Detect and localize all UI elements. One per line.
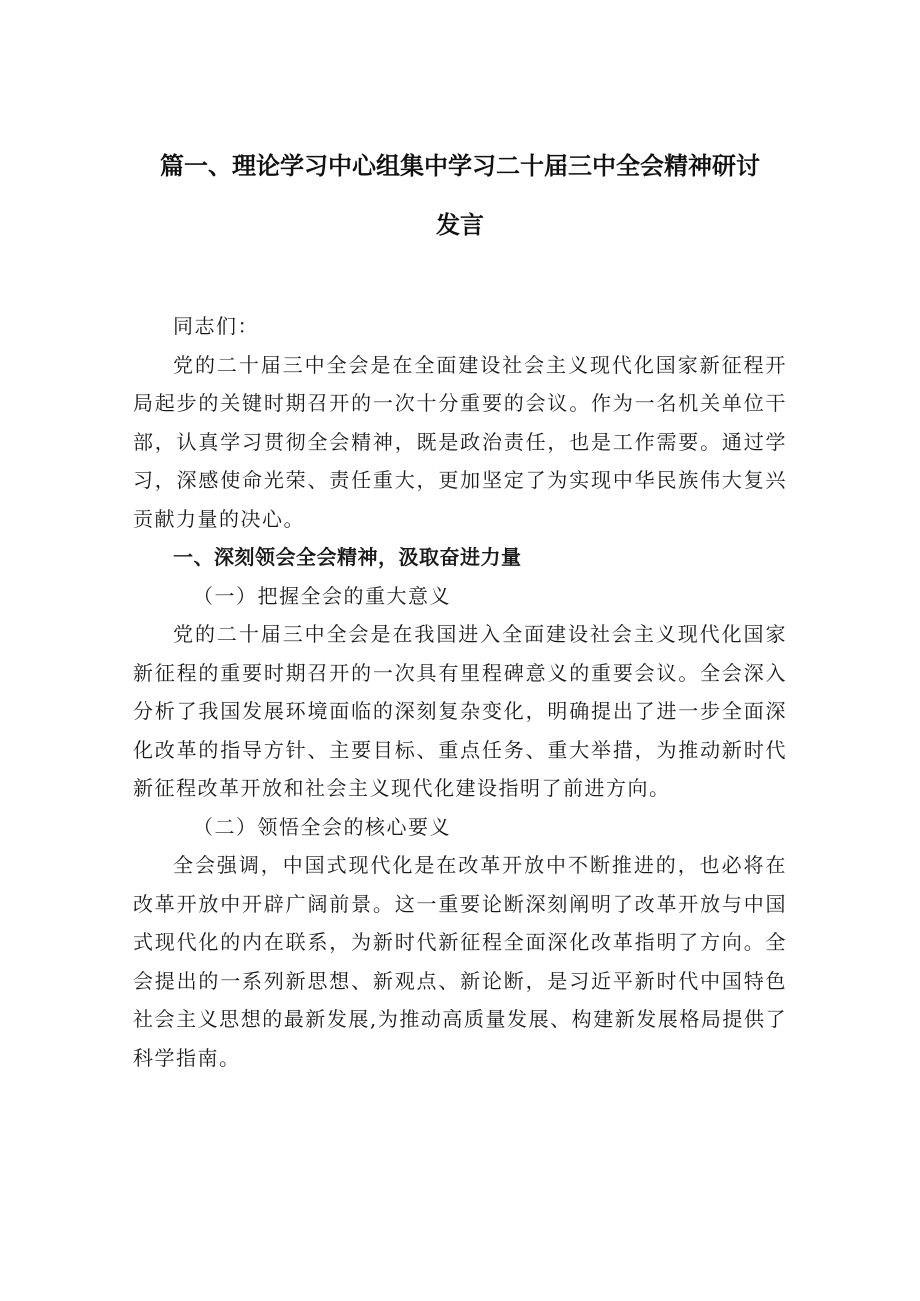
subsection2-paragraph: 全会强调，中国式现代化是在改革开放中不断推进的，也必将在改革开放中开辟广阔前景。这一重要论断深刻阐明了改革开放与中国式现代化的内在联系，为新时代新征程全面深化改革指明了方向。全会提出的一系列新思想、新观点、新论断，是习近平新时代中国特色社会主义思想的最新发展,为推动高质量发展、构建新发展格局提供了科学指南。 bbox=[133, 853, 787, 1070]
document-title-line1: 篇一、理论学习中心组集中学习二十届三中全会精神研讨 bbox=[160, 152, 760, 180]
subsection1-paragraph: 党的二十届三中全会是在我国进入全面建设社会主义现代化国家新征程的重要时期召开的一次具有里程碑意义的重要会议。全会深入分析了我国发展环境面临的深刻复杂变化，明确提出了进一步全面深化改革的指导方针、主要目标、重点任务、重大举措，为推动新时代新征程改革开放和社会主义现代化建设指明了前进方向。 bbox=[133, 622, 787, 800]
subsection1-heading: （一）把握全会的重大意义 bbox=[193, 583, 451, 608]
intro-paragraph: 党的二十届三中全会是在全面建设社会主义现代化国家新征程开局起步的关键时期召开的一次十分重要的会议。作为一名机关单位干部，认真学习贯彻全会精神，既是政治责任，也是工作需要。通过学习，深感使命光荣、责任重大，更加坚定了为实现中华民族伟大复兴贡献力量的决心。 bbox=[133, 352, 787, 531]
section1-heading: 一、深刻领会全会精神，汲取奋进力量 bbox=[173, 545, 522, 569]
subsection2-heading: （二）领悟全会的核心要义 bbox=[193, 814, 451, 839]
document-body bbox=[133, 307, 787, 1077]
document-title-line2: 发言 bbox=[436, 211, 484, 239]
salutation: 同志们： bbox=[173, 314, 259, 338]
